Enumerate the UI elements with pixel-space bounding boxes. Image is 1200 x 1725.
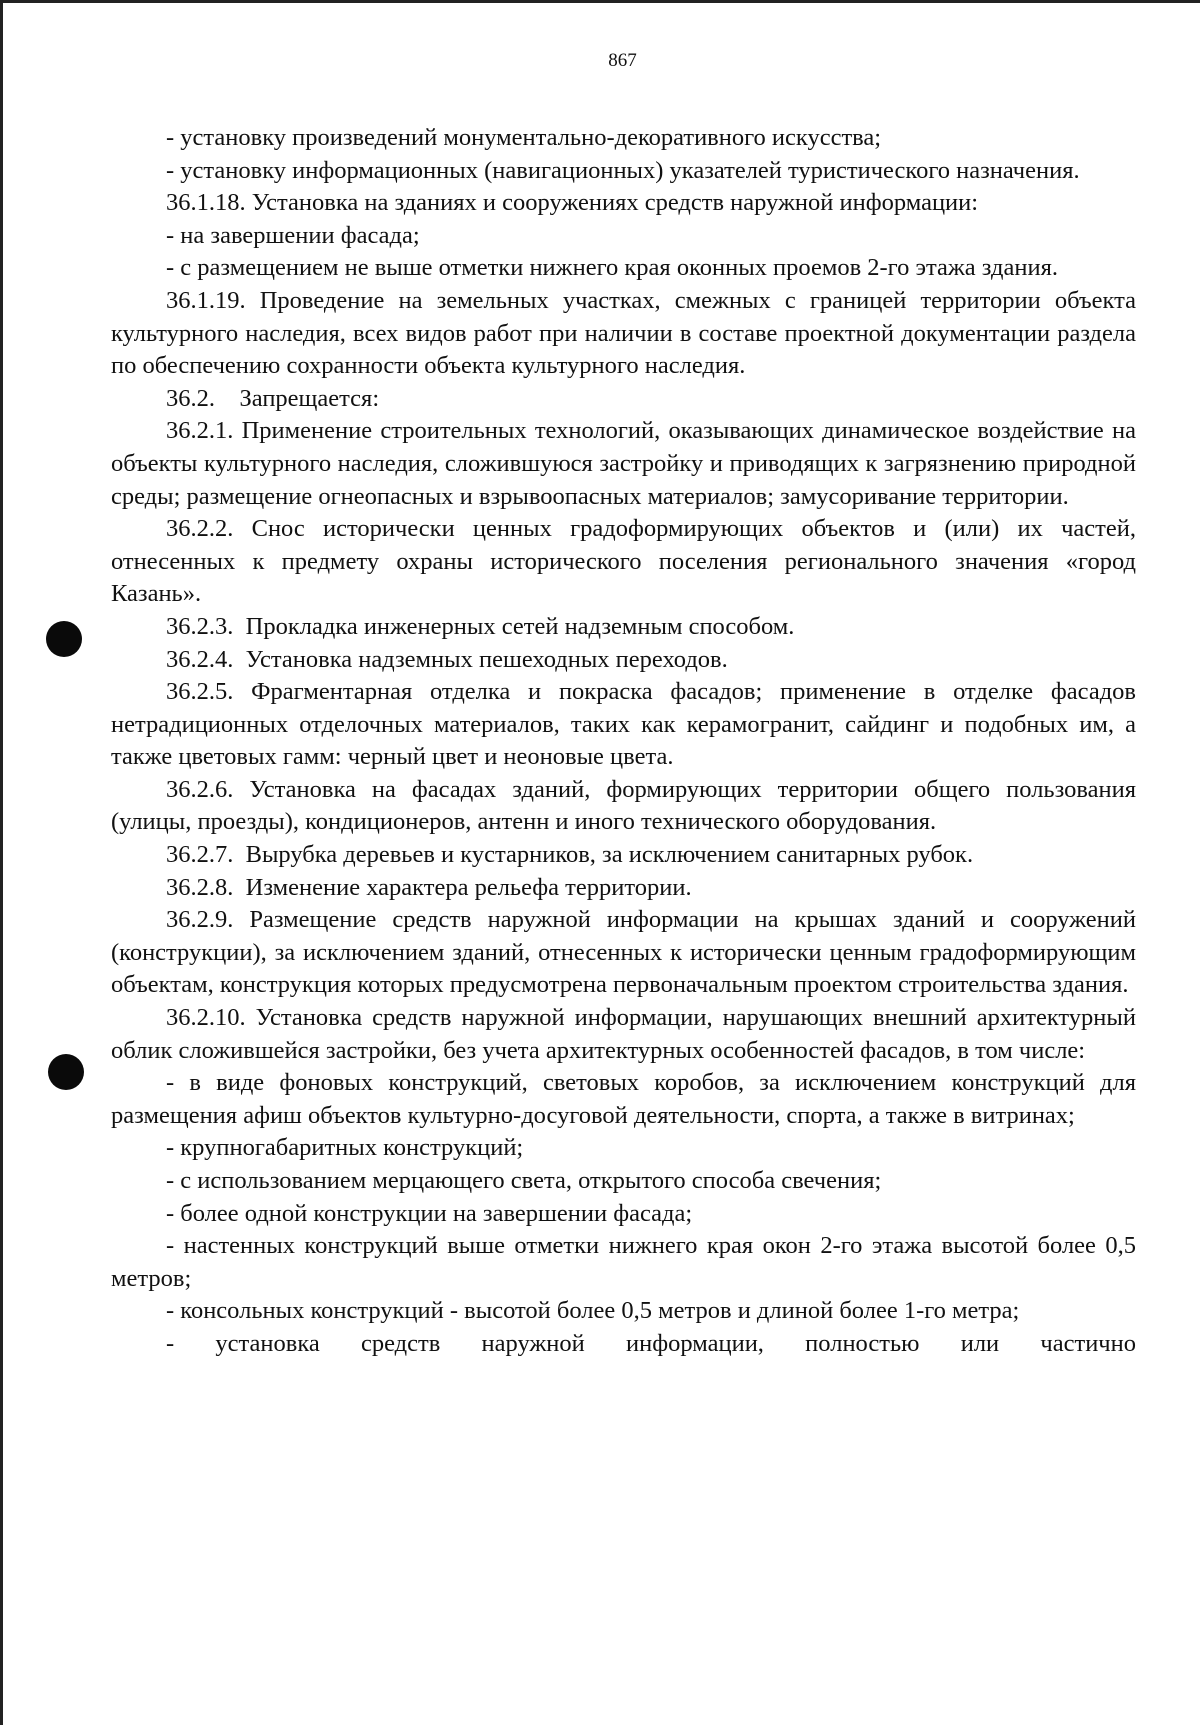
document-body [111,122,1136,1361]
paragraph: 36.2.4. Установка надземных пешеходных переходов. [166,645,728,673]
paragraph: 36.2.5. Фрагментарная отделка и покраска фасадов; применение в отделке фасадов нетрадиционных отделочных материалов, таких как керамогранит, сайдинг и подобных им, а также цветовых гамм: черный цвет и неоновые цвета. [111,678,1136,771]
punch-hole-lower [48,1054,84,1090]
paragraph: - консольных конструкций - высотой более 0,5 метров и длиной более 1-го метра; [166,1297,1020,1325]
paragraph: - установка средств наружной информации, полностью или частично [166,1329,1136,1357]
page-number: 867 [608,50,637,71]
paragraph: - с использованием мерцающего света, открытого способа свечения; [166,1167,882,1194]
paragraph: - с размещением не выше отметки нижнего края оконных проемов 2-го этажа здания. [166,254,1059,282]
paragraph: 36.2.3. Прокладка инженерных сетей надземным способом. [166,612,795,640]
paragraph: 36.1.18. Установка на зданиях и сооружениях средств наружной информации: [166,189,979,217]
paragraph: 36.2.7. Вырубка деревьев и кустарников, за исключением санитарных рубок. [166,841,974,869]
paragraph: 36.2.1. Применение строительных технологий, оказывающих динамическое воздействие на объекты культурного наследия, сложившуюся застройку и приводящих к загрязнению природной среды; размещение огнеопасных и взрывоопасных материалов; замусоривание территории. [111,417,1136,510]
paragraph: 36.2.10. Установка средств наружной информации, нарушающих внешний архитектурный облик сложившейся застройки, без учета архитектурных особенностей фасадов, в том числе: [111,1004,1136,1064]
paragraph: - установку произведений монументально-декоративного искусства; [166,124,882,151]
paragraph: 36.2.9. Размещение средств наружной информации на крышах зданий и сооружений (конструкции), за исключением зданий, отнесенных к исторически ценным градоформирующим объектам, конструкция которых предусмотрена первоначальным проектом строительства здания. [111,906,1136,999]
paragraph: 36.2.8. Изменение характера рельефа территории. [166,873,692,901]
paragraph: 36.2. Запрещается: [166,384,380,412]
paragraph: - на завершении фасада; [166,221,420,249]
paragraph: 36.1.19. Проведение на земельных участках, смежных с границей территории объекта культурного наследия, всех видов работ при наличии в составе проектной документации раздела по обеспечению сохранности объекта культурного наследия. [111,286,1136,380]
paragraph: - крупногабаритных конструкций; [166,1134,524,1162]
paragraph: - более одной конструкции на завершении фасада; [166,1199,693,1227]
paragraph: - в виде фоновых конструкций, световых коробов, за исключением конструкций для размещения афиш объектов культурно-досуговой деятельности, спорта, а также в витринах; [111,1069,1136,1129]
paragraph: - настенных конструкций выше отметки нижнего края окон 2-го этажа высотой более 0,5 метров; [111,1232,1136,1292]
punch-hole-upper [46,621,82,657]
paragraph: - установку информационных (навигационных) указателей туристического назначения. [166,156,1080,184]
paragraph: 36.2.2. Снос исторически ценных градоформирующих объектов и (или) их частей, отнесенных к предмету охраны исторического поселения регионального значения «город Казань». [111,515,1136,608]
paragraph: 36.2.6. Установка на фасадах зданий, формирующих территории общего пользования (улицы, проезды), кондиционеров, антенн и иного технического оборудования. [111,775,1136,836]
